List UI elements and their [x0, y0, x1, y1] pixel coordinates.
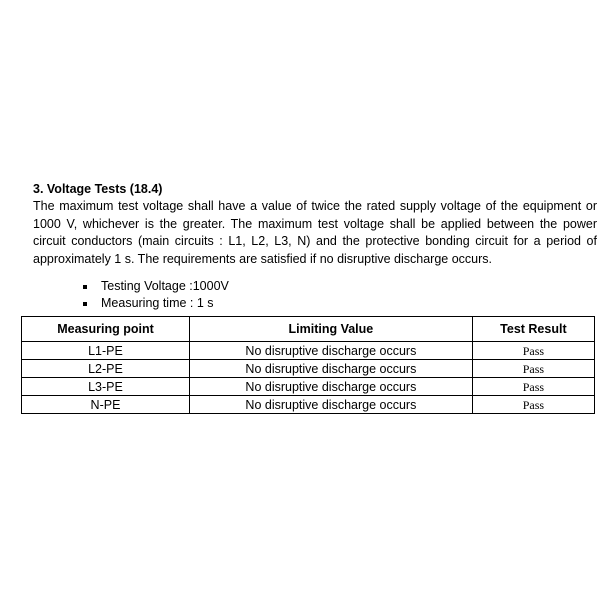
bullet-icon [83, 285, 87, 289]
header-test-result: Test Result [472, 317, 594, 342]
results-table [21, 316, 595, 414]
table-row [22, 396, 595, 414]
table-row [22, 360, 595, 378]
list-item [83, 295, 597, 312]
cell-measuring-point: L2-PE [22, 360, 190, 378]
voltage-tests-section [33, 180, 597, 312]
cell-limiting-value: No disruptive discharge occurs [189, 396, 472, 414]
test-parameters-list [33, 278, 597, 312]
table-row [22, 378, 595, 396]
list-item-text: Testing Voltage :1000V [101, 279, 229, 293]
header-measuring-point: Measuring point [22, 317, 190, 342]
list-item [83, 278, 597, 295]
table-row [22, 342, 595, 360]
cell-test-result: Pass [472, 360, 594, 378]
bullet-icon [83, 302, 87, 306]
cell-measuring-point: L1-PE [22, 342, 190, 360]
cell-limiting-value: No disruptive discharge occurs [189, 378, 472, 396]
section-paragraph: The maximum test voltage shall have a value of twice the rated supply voltage of the equipment or 1000 V, whichever is the greater. The maximum test voltage shall be applied between the power circuit conductors (main circuits : L1, L2, L3, N) and the protective bonding circuit for a period of approximately 1 s. The requirements are satisfied if no disruptive discharge occurs. [33, 199, 597, 266]
list-item-text: Measuring time : 1 s [101, 296, 214, 310]
table-header-row [22, 317, 595, 342]
cell-measuring-point: L3-PE [22, 378, 190, 396]
header-limiting-value: Limiting Value [189, 317, 472, 342]
cell-measuring-point: N-PE [22, 396, 190, 414]
cell-limiting-value: No disruptive discharge occurs [189, 342, 472, 360]
cell-test-result: Pass [472, 342, 594, 360]
cell-limiting-value: No disruptive discharge occurs [189, 360, 472, 378]
cell-test-result: Pass [472, 378, 594, 396]
cell-test-result: Pass [472, 396, 594, 414]
section-heading: 3. Voltage Tests (18.4) [33, 182, 163, 196]
